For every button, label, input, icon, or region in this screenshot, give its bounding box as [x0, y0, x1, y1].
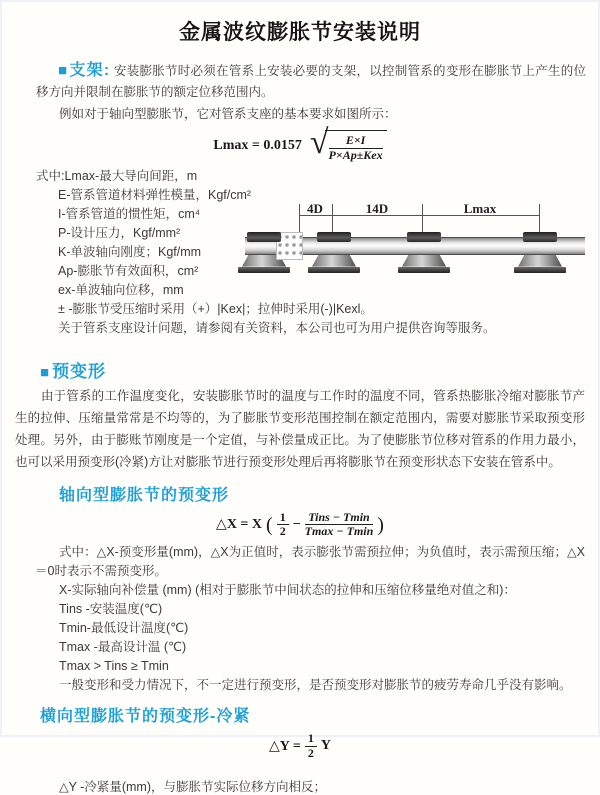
predeform-heading-text: 预变形 [52, 361, 107, 381]
half-numerator: 1 [277, 511, 289, 526]
open-paren: ( [266, 513, 273, 536]
support-saddle [402, 254, 446, 267]
note-line: 一般变形和受力情况下，不一定进行预变形，是否预变形对膨胀节的疲劳寿命几乎没有影响。 [59, 678, 572, 693]
lmax-formula-lhs: Lmax = 0.0157 [213, 138, 302, 154]
radical-sign-icon: √ [309, 124, 329, 161]
close-paren: ) [377, 513, 384, 536]
minus-sign: − [292, 516, 301, 532]
definition-line: Ap-膨胀节有效面积，cm² [58, 263, 199, 278]
note-line: Tmax -最高设计温 (℃) [59, 640, 187, 655]
predeform-paragraph: 由于管系的工作温度变化，安装膨胀节时的温度与工作时的温度不同，管系热膨胀冷缩对膨胀节产生的拉伸、压缩量常常是不均等的，为了膨胀节变形范围控制在额定范围内，需要对膨胀节采取预变形处理。另外，由于膨账节刚度是一个定值，与补偿量成正比。为了使膨胀节位移对管系的作用力最小，也可以采用预变形(冷紧)方让对膨胀节进行预变形处理后再将膨胀节在预变形状态下安装在管系中。 [15, 388, 585, 469]
definition-line: P-设计压力，Kgf/mm² [58, 225, 181, 240]
temp-frac-denominator: Tmax − Tmin [304, 524, 374, 539]
axial-formula-lhs: △X = X [216, 517, 263, 533]
half-numerator: 1 [305, 732, 317, 747]
half-denominator: 2 [307, 745, 314, 760]
predeform-section-heading [40, 357, 598, 382]
lateral-preset-formula [269, 732, 331, 761]
support-base [238, 267, 290, 273]
page-title: 金属波纹膨胀节安装说明 [179, 21, 421, 44]
section-marker-square-icon: ■ [40, 363, 51, 381]
support-base [514, 267, 566, 273]
definition-line: K-单波轴向刚度；Kgf/mm [58, 244, 202, 259]
dim-label-lmax: Lmax [463, 200, 497, 216]
definition-line: ± -膨胀节受压缩时采用（+）|Kex|；拉伸时采用(-)|Kexl。 [58, 301, 373, 316]
support-saddle [312, 254, 356, 267]
lmax-formula [213, 124, 386, 163]
support-base [308, 267, 360, 273]
note-line: Tmax > Tins ≥ Tmin [59, 659, 169, 674]
lateral-formula-rhs: Y [320, 738, 331, 754]
section-marker-square-icon: ■ [58, 62, 68, 79]
lateral-note: △Y -冷紧量(mm)，与膨胀节实际位移方向相反； [59, 779, 327, 794]
temp-frac-numerator: Tins − Tmin [305, 511, 374, 526]
sqrt-denominator: P×Ap±Kex [328, 147, 383, 162]
support-intro-paragraph [36, 60, 586, 103]
support-section-heading: 支架: [69, 62, 111, 79]
note-line: Tmin-最低设计温度(℃) [59, 621, 189, 636]
axial-subheading: 轴向型膨胀节的预变形 [59, 486, 230, 504]
definition-line: 式中:Lmax-最大导向间距，m [36, 168, 198, 183]
support-clamp [317, 232, 351, 242]
dimension-line [299, 215, 539, 216]
half-denominator: 2 [279, 524, 286, 539]
note-line: X-实际轴向补偿量 (mm) (相对于膨胀节中间状态的拉伸和压缩位移量绝对值之和)： [59, 583, 516, 598]
support-clamp [407, 232, 441, 242]
dim-label-14d: 14D [365, 200, 389, 216]
definitions-and-diagram [2, 167, 598, 345]
note-line: Tins -安装温度(℃) [59, 602, 163, 617]
definition-line: 关于管系支座设计问题，请参阅有关资料，本公司也可为用户提供咨询等服务。 [58, 320, 496, 335]
support-clamp [247, 232, 281, 242]
axial-preset-formula [216, 511, 384, 540]
definition-line: I-管系管道的惯性矩，cm⁴ [58, 206, 201, 221]
support-clamp [523, 232, 557, 242]
sqrt-numerator: E×I [329, 134, 383, 149]
dim-label-4d: 4D [307, 200, 323, 216]
definition-line: ex-单波轴向位移，mm [58, 282, 184, 297]
lateral-formula-lhs: △Y = [269, 738, 301, 754]
note-line: 式中：△X-预变形量(mm)，△X为正值时，表示膨张节需预拉伸；为负值时，表示需预压缩；△X＝0时表示不需预变形。 [35, 545, 585, 579]
definition-line: E-管系管道材料弹性模量，Kgf/cm² [58, 187, 252, 202]
support-saddle [518, 254, 562, 267]
support-intro-text: 安装膨胀节时必须在管系上安装必要的支架，以控制管系的变形在膨胀节上产生的位移方向并限制在膨胀节的额定位移范围内。 [36, 64, 586, 99]
axial-notes [2, 543, 598, 695]
lateral-subheading: 横向型膨胀节的预变形-冷紧 [40, 708, 251, 726]
support-base [398, 267, 450, 273]
square-root [309, 124, 387, 163]
example-line: 例如对于轴向型膨胀节，它对管系支座的基本要求如图所示： [59, 107, 397, 121]
pipe-support-diagram [245, 201, 590, 293]
